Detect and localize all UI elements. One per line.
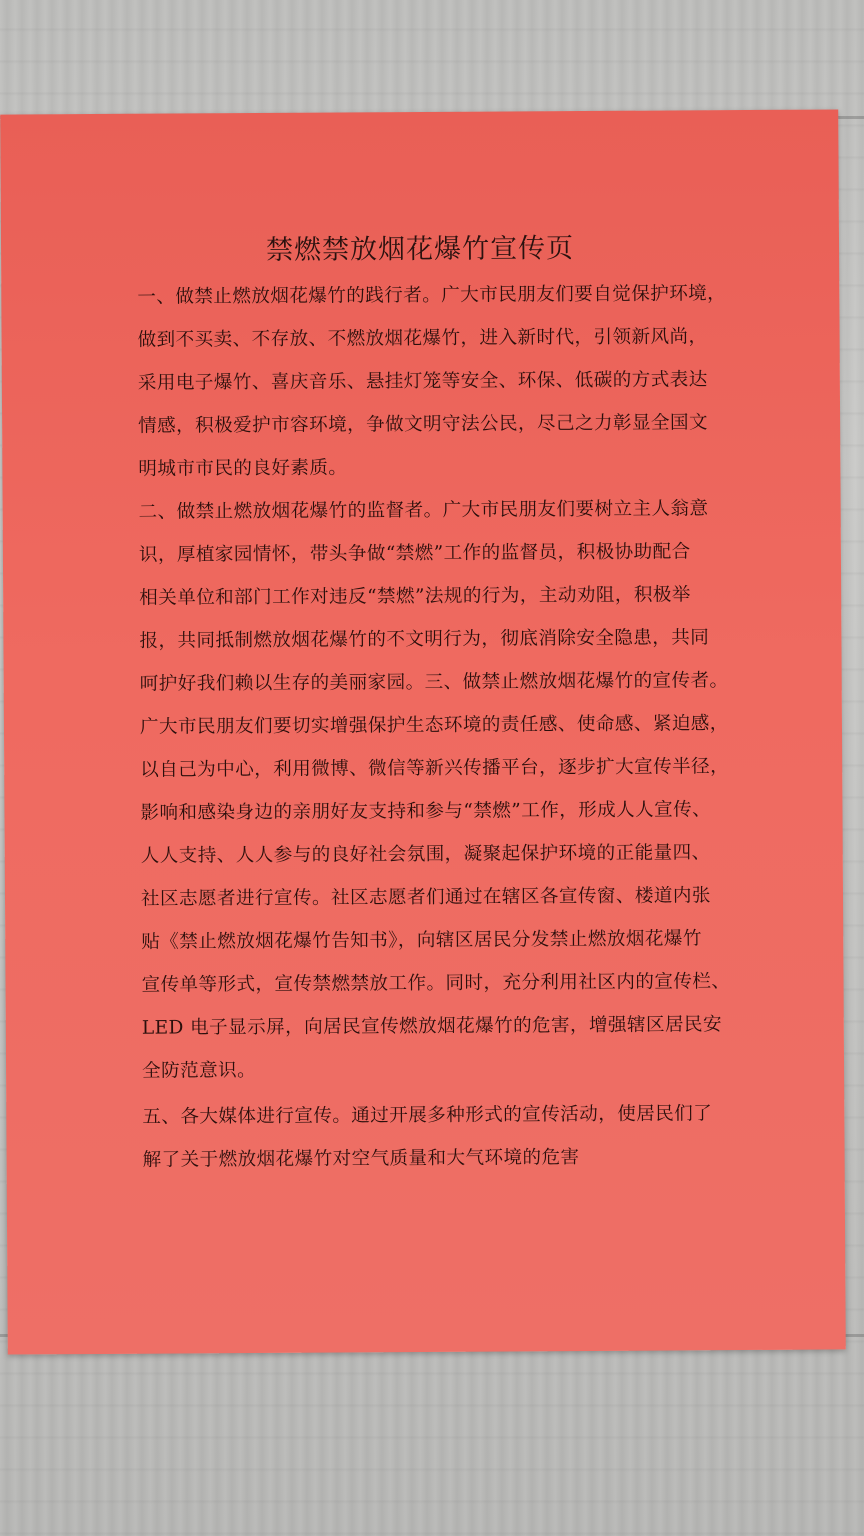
paragraph-line: 社区志愿者进行宣传。社区志愿者们通过在辖区各宣传窗、楼道内张	[140, 885, 711, 910]
paragraph-line: 五、各大媒体进行宣传。通过开展多种形式的宣传活动，使居民们了	[142, 1103, 713, 1128]
paragraph-line: 采用电子爆竹、喜庆音乐、悬挂灯笼等安全、环保、低碳的方式表达	[137, 369, 708, 394]
paragraph-line: 宣传单等形式，宣传禁燃禁放工作。同时，充分利用社区内的宣传栏、	[141, 971, 731, 996]
paragraph-line: 报，共同抵制燃放烟花爆竹的不文明行为，彻底消除安全隐患，共同	[139, 627, 710, 652]
paragraph-line: 影响和感染身边的亲朋好友支持和参与“禁燃”工作，形成人人宣传、	[140, 799, 712, 824]
paragraph-line: 呵护好我们赖以生存的美丽家园。三、做禁止燃放烟花爆竹的宣传者。	[139, 670, 729, 695]
paragraph-line: 识，厚植家园情怀，带头争做“禁燃”工作的监督员，积极协助配合	[138, 541, 691, 566]
paragraph-line: 一、做禁止燃放烟花爆竹的践行者。广大市民朋友们要自觉保护环境，	[137, 283, 727, 308]
paragraph-line: 二、做禁止燃放烟花爆竹的监督者。广大市民朋友们要树立主人翁意	[138, 498, 709, 523]
paragraph-line: LED 电子显示屏，向居民宣传燃放烟花爆竹的危害，增强辖区居民安	[141, 1014, 723, 1039]
paragraph-line: 贴《禁止燃放烟花爆竹告知书》，向辖区居民分发禁止燃放烟花爆竹	[141, 928, 702, 953]
paragraph-line: 明城市市民的良好素质。	[138, 457, 348, 480]
paragraph-line: 情感，积极爱护市容环境，争做文明守法公民，尽己之力彰显全国文	[138, 412, 709, 437]
paragraph-line: 做到不买卖、不存放、不燃放烟花爆竹，进入新时代，引领新风尚，	[137, 326, 708, 351]
paragraph-line: 解了关于燃放烟花爆竹对空气质量和大气环境的危害	[142, 1147, 580, 1171]
paragraph-line: 人人支持、人人参与的良好社会氛围，凝聚起保护环境的正能量四、	[140, 842, 711, 867]
document-title: 禁燃禁放烟花爆竹宣传页	[265, 233, 575, 266]
paragraph-line: 相关单位和部门工作对违反“禁燃”法规的行为，主动劝阻，积极举	[139, 584, 691, 609]
paragraph-line: 全防范意识。	[142, 1060, 257, 1082]
red-flyer-paper	[0, 109, 846, 1354]
paragraph-line: 广大市民朋友们要切实增强保护生态环境的责任感、使命感、紧迫感，	[139, 713, 729, 738]
paragraph-line: 以自己为中心，利用微博、微信等新兴传播平台，逐步扩大宣传半径，	[140, 756, 730, 781]
